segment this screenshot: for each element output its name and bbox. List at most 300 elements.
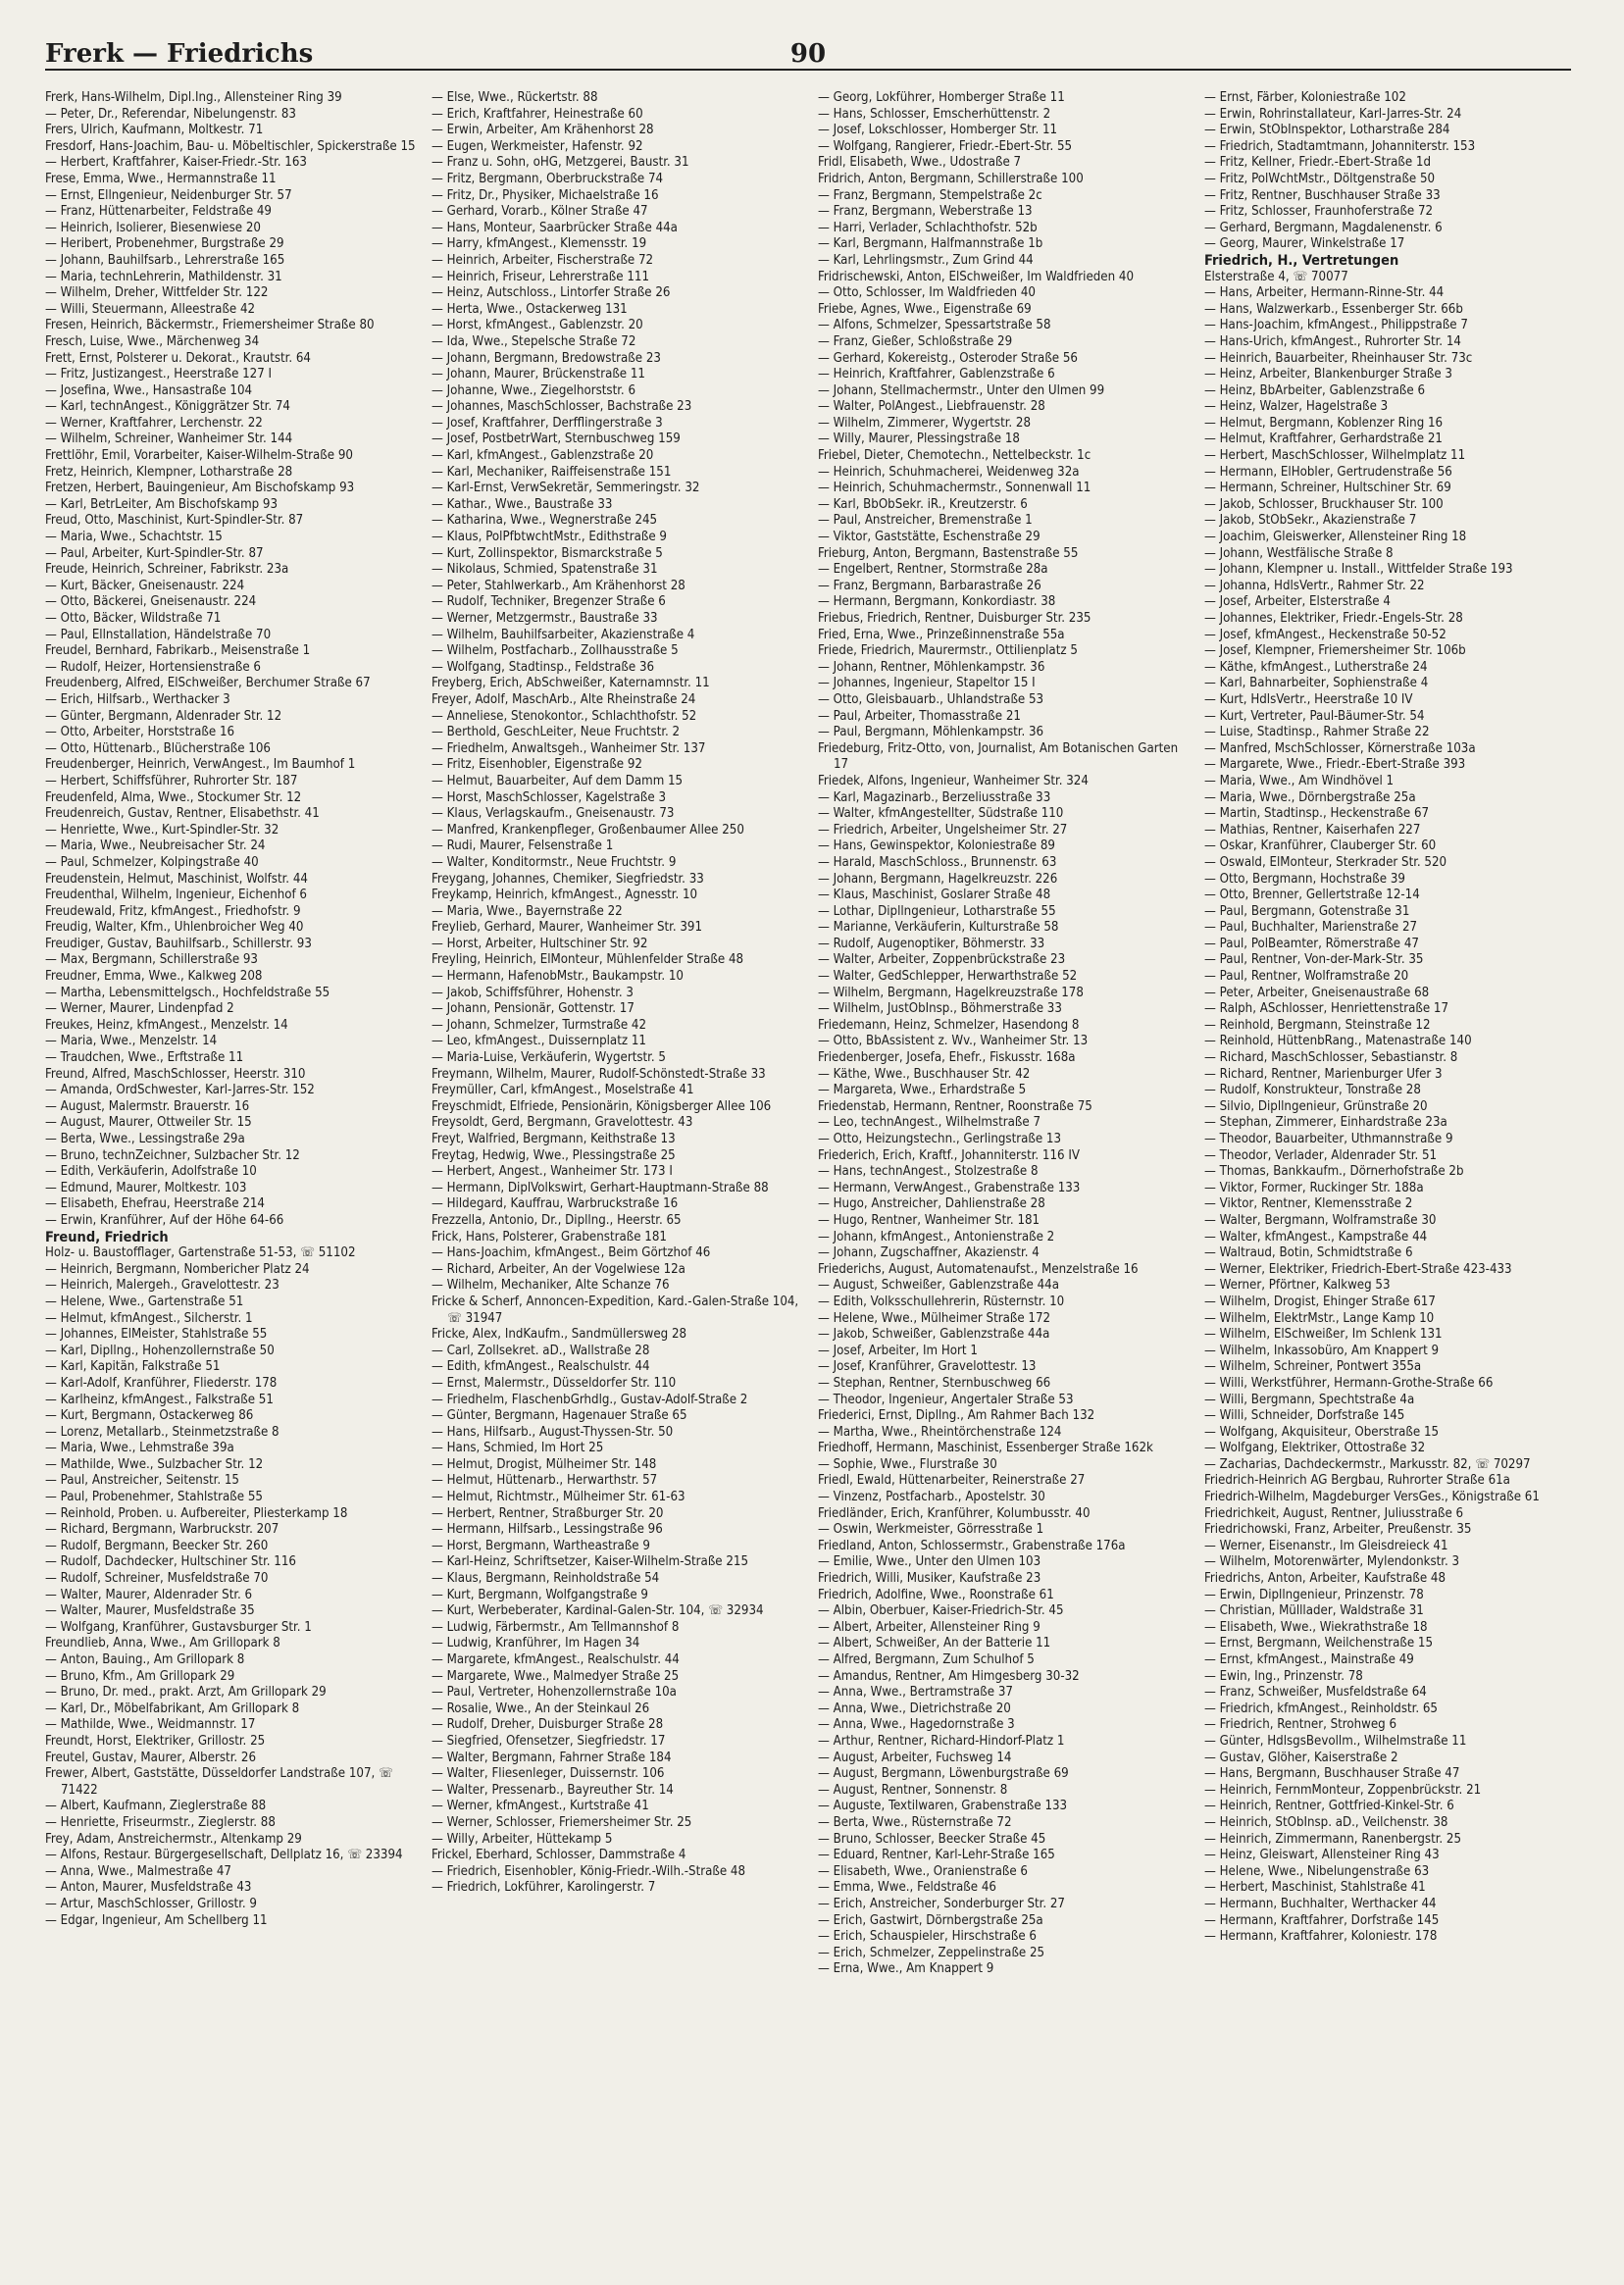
- directory-entry: — Oswin, Werkmeister, Görresstraße 1: [818, 1522, 1044, 1538]
- directory-entry: — Günter, Bergmann, Hagenauer Straße 65: [431, 1408, 687, 1424]
- directory-entry: — Wilhelm, ElSchweißer, Im Schlenk 131: [1204, 1327, 1443, 1343]
- directory-entry: — Josef, Arbeiter, Elsterstraße 4: [1204, 594, 1391, 610]
- directory-entry: — Käthe, Wwe., Buschhauser Str. 42: [818, 1066, 1031, 1082]
- directory-entry: Friedland, Anton, Schlossermstr., Grabenstraße 176a: [818, 1538, 1126, 1553]
- directory-entry: — Helmut, Bauarbeiter, Auf dem Damm 15: [431, 773, 684, 788]
- directory-entry: — Horst, Arbeiter, Hultschiner Str. 92: [431, 936, 648, 951]
- directory-entry: — Karl, Magazinarb., Berzeliusstraße 33: [818, 789, 1051, 805]
- directory-entry: Friedrichkeit, August, Rentner, Juliusstraße 6: [1204, 1505, 1464, 1521]
- directory-entry: — Johannes, Ingenieur, Stapeltor 15 I: [818, 676, 1036, 691]
- directory-entry: Friebel, Dieter, Chemotechn., Nettelbeckstr. 1c: [818, 448, 1091, 464]
- directory-entry: — Rudolf, Schreiner, Musfeldstraße 70: [45, 1571, 269, 1587]
- directory-entry: — Paul, Arbeiter, Thomasstraße 21: [818, 708, 1021, 724]
- directory-entry: — Bruno, Kfm., Am Grillopark 29: [45, 1668, 235, 1684]
- directory-entry: — Fritz, Bergmann, Oberbruckstraße 74: [431, 171, 664, 186]
- directory-entry: — Karl, Bahnarbeiter, Sophienstraße 4: [1204, 676, 1429, 691]
- directory-entry: — Engelbert, Rentner, Stormstraße 28a: [818, 562, 1048, 578]
- directory-entry: — Henriette, Wwe., Kurt-Spindler-Str. 32: [45, 822, 279, 838]
- directory-entry: Fridrischewski, Anton, ElSchweißer, Im Waldfrieden 40: [818, 269, 1134, 284]
- directory-entry: — Walter, Bergmann, Fahrner Straße 184: [431, 1750, 672, 1765]
- directory-entry: Freudig, Walter, Kfm., Uhlenbroicher Weg 40: [45, 920, 304, 936]
- directory-entry: — Wolfgang, Kranführer, Gustavsburger Str. 1: [45, 1619, 312, 1635]
- directory-entry: — Hugo, Rentner, Wanheimer Str. 181: [818, 1212, 1040, 1228]
- directory-entry: — Johann, Stellmachermstr., Unter den Ulmen 99: [818, 382, 1105, 398]
- directory-entry: — Hans, Hilfsarb., August-Thyssen-Str. 50: [431, 1424, 674, 1440]
- directory-entry: — Ludwig, Kranführer, Im Hagen 34: [431, 1636, 640, 1651]
- directory-entry: — Peter, Dr., Referendar, Nibelungenstr. 83: [45, 106, 296, 122]
- directory-entry: — Heinrich, Rentner, Gottfried-Kinkel-Str. 6: [1204, 1799, 1454, 1814]
- directory-entry: — Oswald, ElMonteur, Sterkrader Str. 520: [1204, 854, 1447, 870]
- directory-entry: — Alfons, Restaur. Bürgergesellschaft, Dellplatz 16, ☏ 23394: [45, 1848, 403, 1863]
- directory-entry: — Maria, Wwe., Dörnbergstraße 25a: [1204, 789, 1416, 805]
- directory-entry: — Hans, Gewinspektor, Koloniestraße 89: [818, 838, 1055, 854]
- directory-entry: — Wolfgang, Rangierer, Friedr.-Ebert-Str. 55: [818, 138, 1073, 154]
- directory-entry: — Joachim, Gleiswerker, Allensteiner Ring 18: [1204, 530, 1467, 545]
- page-number: 90: [789, 39, 827, 69]
- directory-entry: — Karlheinz, kfmAngest., Falkstraße 51: [45, 1392, 274, 1407]
- directory-entry: Freudenberger, Heinrich, VerwAngest., Im Baumhof 1: [45, 757, 356, 773]
- directory-entry: Freyschmidt, Elfriede, Pensionärin, Königsberger Allee 106: [431, 1098, 772, 1114]
- directory-entry: — Klaus, Bergmann, Reinholdstraße 54: [431, 1571, 660, 1587]
- directory-entry: — Werner, Schlosser, Friemersheimer Str. 25: [431, 1814, 692, 1830]
- directory-entry: — Karl, Kapitän, Falkstraße 51: [45, 1359, 221, 1375]
- directory-entry: — Hans-Joachim, kfmAngest., Beim Görtzhof 46: [431, 1245, 711, 1261]
- directory-entry: — Willi, Bergmann, Spechtstraße 4a: [1204, 1392, 1415, 1407]
- directory-entry: — Friedrich, kfmAngest., Reinholdstr. 65: [1204, 1701, 1438, 1716]
- directory-entry: — Georg, Maurer, Winkelstraße 17: [1204, 236, 1405, 252]
- directory-entry: Freund, Alfred, MaschSchlosser, Heerstr. 310: [45, 1066, 306, 1082]
- directory-entry: — Karl, Lehrlingsmstr., Zum Grind 44: [818, 252, 1034, 268]
- directory-entry: — Gerhard, Bergmann, Magdalenenstr. 6: [1204, 220, 1443, 235]
- directory-entry: — Karl-Adolf, Kranführer, Fliederstr. 178: [45, 1375, 278, 1391]
- running-title: Frerk — Friedrichs: [45, 39, 314, 69]
- directory-entry: — Traudchen, Wwe., Erftstraße 11: [45, 1050, 244, 1066]
- directory-entry: — Karl-Ernst, VerwSekretär, Semmeringstr. 32: [431, 481, 700, 496]
- directory-entry: — Arthur, Rentner, Richard-Hindorf-Platz 1: [818, 1733, 1065, 1749]
- directory-entry: Frettlöhr, Emil, Vorarbeiter, Kaiser-Wilhelm-Straße 90: [45, 448, 353, 464]
- directory-entry: — Johannes, MaschSchlosser, Bachstraße 23: [431, 399, 692, 415]
- directory-heading: Friedrich, H., Vertretungen: [1204, 252, 1399, 269]
- directory-entry: — Reinhold, HüttenbRang., Matenastraße 140: [1204, 1034, 1472, 1049]
- directory-entry: — Franz, Gießer, Schloßstraße 29: [818, 333, 1013, 349]
- directory-entry: — Maria, Wwe., Am Windhövel 1: [1204, 773, 1395, 788]
- directory-entry: — Bruno, Dr. med., prakt. Arzt, Am Grillopark 29: [45, 1685, 327, 1701]
- directory-entry: — Hermann, HafenobMstr., Baukampstr. 10: [431, 969, 684, 985]
- directory-entry: — Jakob, StObSekr., Akazienstraße 7: [1204, 513, 1417, 529]
- directory-entry: — Hans, Schmied, Im Hort 25: [431, 1441, 604, 1456]
- directory-entry: — Maria, Wwe., Lehmstraße 39a: [45, 1441, 234, 1456]
- directory-entry: — Emilie, Wwe., Unter den Ulmen 103: [818, 1554, 1041, 1570]
- directory-entry: — Peter, Arbeiter, Gneisenaustraße 68: [1204, 985, 1430, 1000]
- directory-entry: — Bruno, Schlosser, Beecker Straße 45: [818, 1831, 1046, 1847]
- directory-entry: Friedländer, Erich, Kranführer, Kolumbusstr. 40: [818, 1505, 1091, 1521]
- directory-entry: — August, Maurer, Ottweiler Str. 15: [45, 1115, 252, 1131]
- directory-entry: — Helmut, Hüttenarb., Herwarthstr. 57: [431, 1473, 658, 1489]
- directory-entry: — Hermann, Buchhalter, Werthacker 44: [1204, 1896, 1437, 1911]
- directory-entry: — Thomas, Bankkaufm., Dörnerhofstraße 2b: [1204, 1164, 1464, 1180]
- directory-entry: — Paul, Rentner, Von-der-Mark-Str. 35: [1204, 952, 1424, 968]
- directory-entry: — Theodor, Ingenieur, Angertaler Straße 53: [818, 1392, 1074, 1407]
- directory-entry: — Friedrich, Stadtamtmann, Johanniterstr. 153: [1204, 138, 1476, 154]
- directory-entry: — Johann, Schmelzer, Turmstraße 42: [431, 1017, 647, 1033]
- directory-entry: — Herbert, Rentner, Straßburger Str. 20: [431, 1505, 664, 1521]
- directory-entry: Fretzen, Herbert, Bauingenieur, Am Bischofskamp 93: [45, 481, 355, 496]
- directory-entry: — Otto, Schlosser, Im Waldfrieden 40: [818, 285, 1036, 301]
- directory-entry: — Josef, PostbetrWart, Sternbuschweg 159: [431, 432, 681, 447]
- directory-entry: — Albert, Arbeiter, Allensteiner Ring 9: [818, 1619, 1040, 1635]
- directory-entry: — Heribert, Probenehmer, Burgstraße 29: [45, 236, 284, 252]
- directory-entry: — Margarete, kfmAngest., Realschulstr. 44: [431, 1652, 680, 1667]
- directory-entry: — Franz, Bergmann, Stempelstraße 2c: [818, 187, 1042, 203]
- directory-entry: Friedl, Ewald, Hüttenarbeiter, Reinerstraße 27: [818, 1473, 1086, 1489]
- directory-entry: — Silvio, Dipllngenieur, Grünstraße 20: [1204, 1098, 1428, 1114]
- directory-entry: — Ernst, kfmAngest., Mainstraße 49: [1204, 1652, 1414, 1667]
- directory-entry: — Zacharias, Dachdeckermstr., Markusstr. 82, ☏ 70297: [1204, 1456, 1531, 1472]
- directory-entry: — Rudi, Maurer, Felsenstraße 1: [431, 838, 614, 854]
- directory-entry: — Kurt, Werbeberater, Kardinal-Galen-Str. 104, ☏ 32934: [431, 1603, 764, 1619]
- directory-entry: — Viktor, Former, Ruckinger Str. 188a: [1204, 1180, 1424, 1195]
- directory-entry: — Wilhelm, Postfacharb., Zollhausstraße 5: [431, 643, 679, 659]
- directory-entry: Friedrichowski, Franz, Arbeiter, Preußenstr. 35: [1204, 1522, 1472, 1538]
- directory-entry: — Josef, Lokschlosser, Homberger Str. 11: [818, 123, 1058, 138]
- directory-entry: — Helene, Wwe., Nibelungenstraße 63: [1204, 1863, 1430, 1879]
- directory-entry: — Carl, Zollsekret. aD., Wallstraße 28: [431, 1343, 650, 1358]
- directory-entry: — Fritz, Eisenhobler, Eigenstraße 92: [431, 757, 642, 773]
- directory-entry: — Karl, Mechaniker, Raiffeisenstraße 151: [431, 464, 672, 480]
- directory-entry: — Johanne, Wwe., Ziegelhorststr. 6: [431, 382, 636, 398]
- directory-entry: Friedenstab, Hermann, Rentner, Roonstraße 75: [818, 1098, 1092, 1114]
- directory-entry: — Friedrich, Lokführer, Karolingerstr. 7: [431, 1880, 656, 1896]
- directory-entry: — Ludwig, Färbermstr., Am Tellmannshof 8: [431, 1619, 680, 1635]
- directory-entry: Frick, Hans, Polsterer, Grabenstraße 181: [431, 1229, 667, 1244]
- directory-entry: Freudiger, Gustav, Bauhilfsarb., Schillerstr. 93: [45, 936, 312, 951]
- directory-entry: — Ernst, Färber, Koloniestraße 102: [1204, 90, 1406, 105]
- directory-entry: — Rosalie, Wwe., An der Steinkaul 26: [431, 1701, 650, 1716]
- directory-entry: — Maria, Wwe., Menzelstr. 14: [45, 1034, 218, 1049]
- directory-entry: — Berthold, GeschLeiter, Neue Fruchtstr. 2: [431, 725, 681, 740]
- directory-entry: — Paul, PolBeamter, Römerstraße 47: [1204, 936, 1419, 951]
- directory-entry: — Wolfgang, Stadtinsp., Feldstraße 36: [431, 659, 655, 675]
- directory-entry: — Josef, Klempner, Friemersheimer Str. 106b: [1204, 643, 1466, 659]
- directory-entry: Freymann, Wilhelm, Maurer, Rudolf-Schönstedt-Straße 33: [431, 1066, 766, 1082]
- directory-entry: — Else, Wwe., Rückertstr. 88: [431, 90, 598, 105]
- directory-entry: — Johann, kfmAngest., Antonienstraße 2: [818, 1229, 1055, 1244]
- directory-entry: Freudner, Emma, Wwe., Kalkweg 208: [45, 969, 263, 985]
- directory-entry: — Otto, Bäcker, Wildstraße 71: [45, 611, 222, 626]
- directory-entry: — Wilhelm, Mechaniker, Alte Schanze 76: [431, 1278, 670, 1294]
- directory-entry: — Hermann, Kraftfahrer, Dorfstraße 145: [1204, 1912, 1440, 1928]
- directory-entry: — Leo, kfmAngest., Duissernplatz 11: [431, 1034, 646, 1049]
- directory-entry: Friedrichs, Anton, Arbeiter, Kaufstraße 48: [1204, 1571, 1446, 1587]
- directory-entry: Freyling, Heinrich, ElMonteur, Mühlenfelder Straße 48: [431, 952, 744, 968]
- page-header: [45, 39, 1571, 71]
- directory-entry: — Johann, Bergmann, Hagelkreuzstr. 226: [818, 871, 1058, 887]
- directory-entry: — Hermann, ElHobler, Gertrudenstraße 56: [1204, 464, 1452, 480]
- directory-entry: — Edgar, Ingenieur, Am Schellberg 11: [45, 1912, 268, 1928]
- directory-entry: — Friedhelm, Anwaltsgeh., Wanheimer Str. 137: [431, 740, 706, 756]
- directory-entry: — Otto, Heizungstechn., Gerlingstraße 13: [818, 1132, 1062, 1146]
- directory-entry: — Ernst, Malermstr., Düsseldorfer Str. 110: [431, 1375, 677, 1391]
- directory-entry: — Wilhelm, Schreiner, Wanheimer Str. 144: [45, 432, 293, 447]
- directory-entry: — Wilhelm, Drogist, Ehinger Straße 617: [1204, 1294, 1436, 1309]
- directory-entry: — Paul, Bergmann, Möhlenkampstr. 36: [818, 725, 1044, 740]
- directory-entry: Fretz, Heinrich, Klempner, Lotharstraße 28: [45, 464, 293, 480]
- directory-entry: Friedemann, Heinz, Schmelzer, Hasendong 8: [818, 1017, 1080, 1033]
- directory-entry: — Katharina, Wwe., Wegnerstraße 245: [431, 513, 658, 529]
- directory-entry: — Willy, Arbeiter, Hüttekamp 5: [431, 1831, 613, 1847]
- directory-entry: — Anna, Wwe., Malmestraße 47: [45, 1863, 231, 1879]
- directory-entry: — Franz, Schweißer, Musfeldstraße 64: [1204, 1685, 1427, 1701]
- directory-entry: — August, Bergmann, Löwenburgstraße 69: [818, 1766, 1069, 1782]
- directory-entry: — Theodor, Verlader, Aldenrader Str. 51: [1204, 1147, 1438, 1163]
- directory-entry: — Theodor, Bauarbeiter, Uthmannstraße 9: [1204, 1132, 1453, 1146]
- directory-entry: — Amanda, OrdSchwester, Karl-Jarres-Str. 152: [45, 1083, 315, 1098]
- directory-entry: — Reinhold, Proben. u. Aufbereiter, Pliesterkamp 18: [45, 1505, 348, 1521]
- directory-entry: — Amandus, Rentner, Am Himgesberg 30-32: [818, 1668, 1080, 1684]
- directory-entry: — Johannes, ElMeister, Stahlstraße 55: [45, 1327, 268, 1343]
- directory-entry: — Johann, Pensionär, Gottenstr. 17: [431, 1001, 634, 1017]
- directory-entry: — Karl, BbObSekr. iR., Kreutzerstr. 6: [818, 496, 1028, 512]
- directory-entry: — Paul, Anstreicher, Bremenstraße 1: [818, 513, 1033, 529]
- directory-entry: — Lothar, Dipllngenieur, Lotharstraße 55: [818, 903, 1056, 919]
- directory-entry: Fresdorf, Hans-Joachim, Bau- u. Möbeltischler, Spickerstraße 15: [45, 138, 416, 154]
- directory-entry: — Erwin, Kranführer, Auf der Höhe 64-66: [45, 1212, 284, 1228]
- directory-entry: Freundt, Horst, Elektriker, Grillostr. 25: [45, 1733, 266, 1749]
- directory-entry: — Heinz, Walzer, Hagelstraße 3: [1204, 399, 1389, 415]
- directory-entry: — Herta, Wwe., Ostackerweg 131: [431, 301, 628, 317]
- directory-entry: — Paul, Probenehmer, Stahlstraße 55: [45, 1490, 263, 1505]
- directory-entry: — Franz u. Sohn, oHG, Metzgerei, Baustr. 31: [431, 155, 689, 171]
- directory-entry: — Werner, Eisenanstr., Im Gleisdreieck 41: [1204, 1538, 1448, 1553]
- directory-columns: [45, 90, 1571, 2267]
- directory-entry: — Wilhelm, Zimmerer, Wygertstr. 28: [818, 415, 1032, 431]
- directory-entry: — Walter, kfmAngestellter, Südstraße 110: [818, 806, 1064, 822]
- directory-entry: Frey, Adam, Anstreichermstr., Altenkamp 29: [45, 1831, 302, 1847]
- directory-entry: — Friedrich, Arbeiter, Ungelsheimer Str. 27: [818, 822, 1068, 838]
- directory-entry: — Ewin, Ing., Prinzenstr. 78: [1204, 1668, 1363, 1684]
- directory-entry: Freudenthal, Wilhelm, Ingenieur, Eichenhof 6: [45, 888, 307, 903]
- directory-entry: — Willi, Schneider, Dorfstraße 145: [1204, 1408, 1405, 1424]
- directory-entry: Friedrich-Wilhelm, Magdeburger VersGes., Königstraße 61: [1204, 1490, 1540, 1505]
- directory-entry: — Hans, Schlosser, Emscherhüttenstr. 2: [818, 106, 1051, 122]
- directory-entry: Friede, Friedrich, Maurermstr., Ottilienplatz 5: [818, 643, 1078, 659]
- directory-entry: — Manfred, Krankenpfleger, Großenbaumer Allee 250: [431, 822, 744, 838]
- directory-entry: — Fritz, Justizangest., Heerstraße 127 I: [45, 367, 273, 382]
- directory-entry: — Karl, Bergmann, Halfmannstraße 1b: [818, 236, 1043, 252]
- directory-entry: Freylieb, Gerhard, Maurer, Wanheimer Str. 391: [431, 920, 703, 936]
- directory-entry: — Hildegard, Kauffrau, Warbruckstraße 16: [431, 1196, 679, 1212]
- directory-entry: — Margareta, Wwe., Erhardstraße 5: [818, 1083, 1027, 1098]
- directory-entry: — Johannes, Elektriker, Friedr.-Engels-Str. 28: [1204, 611, 1463, 626]
- directory-entry: Friedrich, Adolfine, Wwe., Roonstraße 61: [818, 1587, 1054, 1602]
- directory-entry: — Wilhelm, Bauhilfsarbeiter, Akazienstraße 4: [431, 627, 695, 642]
- directory-entry: Frerk, Hans-Wilhelm, Dipl.Ing., Allensteiner Ring 39: [45, 90, 342, 105]
- directory-entry: — Hermann, Kraftfahrer, Koloniestr. 178: [1204, 1929, 1438, 1945]
- directory-entry: Freudenfeld, Alma, Wwe., Stockumer Str. 12: [45, 789, 302, 805]
- directory-entry: Frett, Ernst, Polsterer u. Dekorat., Krautstr. 64: [45, 350, 311, 366]
- directory-entry: — Willy, Maurer, Plessingstraße 18: [818, 432, 1020, 447]
- directory-entry: — Werner, Elektriker, Friedrich-Ebert-Straße 423-433: [1204, 1261, 1512, 1277]
- directory-entry: — Fritz, Dr., Physiker, Michaelstraße 16: [431, 187, 659, 203]
- directory-entry: — Stephan, Rentner, Sternbuschweg 66: [818, 1375, 1051, 1391]
- directory-entry: — Wilhelm, Dreher, Wittfelder Str. 122: [45, 285, 269, 301]
- directory-entry: — Albin, Oberbuer, Kaiser-Friedrich-Str. 45: [818, 1603, 1064, 1619]
- directory-entry: — Kurt, Vertreter, Paul-Bäumer-Str. 54: [1204, 708, 1425, 724]
- column-1: [45, 90, 416, 2267]
- directory-entry: Freudenberg, Alfred, ElSchweißer, Berchumer Straße 67: [45, 676, 371, 691]
- directory-entry: — Horst, Bergmann, Wartheastraße 9: [431, 1538, 650, 1553]
- directory-entry: — Karl, BetrLeiter, Am Bischofskamp 93: [45, 496, 279, 512]
- directory-entry: — Helene, Wwe., Mülheimer Straße 172: [818, 1310, 1051, 1326]
- directory-entry: — Johann, Rentner, Möhlenkampstr. 36: [818, 659, 1045, 675]
- directory-entry: — Heinz, Arbeiter, Blankenburger Straße 3: [1204, 367, 1452, 382]
- directory-entry: — Friedhelm, FlaschenbGrhdlg., Gustav-Adolf-Straße 2: [431, 1392, 748, 1407]
- directory-entry: — Kurt, HdlsVertr., Heerstraße 10 IV: [1204, 691, 1413, 707]
- directory-entry: — Heinrich, Isolierer, Biesenwiese 20: [45, 220, 261, 235]
- directory-entry: — Johann, Klempner u. Install., Wittfelder Straße 193: [1204, 562, 1513, 578]
- directory-entry: Fridrich, Anton, Bergmann, Schillerstraße 100: [818, 171, 1084, 186]
- directory-entry: — Klaus, PolPfbtwchtMstr., Edithstraße 9: [431, 530, 667, 545]
- directory-entry: — Willi, Steuermann, Alleestraße 42: [45, 301, 256, 317]
- directory-entry: — Josef, Arbeiter, Im Hort 1: [818, 1343, 978, 1358]
- directory-entry: — Rudolf, Heizer, Hortensienstraße 6: [45, 659, 261, 675]
- directory-entry: — Fritz, Rentner, Buschhauser Straße 33: [1204, 187, 1441, 203]
- directory-entry: — Ernst, Bergmann, Weilchenstraße 15: [1204, 1636, 1434, 1651]
- directory-entry: — Paul, Schmelzer, Kolpingstraße 40: [45, 854, 259, 870]
- directory-entry: — Walter, Arbeiter, Zoppenbrückstraße 23: [818, 952, 1066, 968]
- directory-entry: — Heinrich, Schuhmachermstr., Sonnenwall 11: [818, 481, 1091, 496]
- directory-entry: — Hans, technAngest., Stolzestraße 8: [818, 1164, 1039, 1180]
- directory-entry: — Walter, Bergmann, Wolframstraße 30: [1204, 1212, 1437, 1228]
- directory-entry: — Mathilde, Wwe., Weidmannstr. 17: [45, 1717, 256, 1733]
- directory-entry: — Anneliese, Stenokontor., Schlachthofstr. 52: [431, 708, 697, 724]
- directory-entry: — Mathilde, Wwe., Sulzbacher Str. 12: [45, 1456, 264, 1472]
- directory-entry: — Karl-Heinz, Schriftsetzer, Kaiser-Wilhelm-Straße 215: [431, 1554, 749, 1570]
- directory-entry: — Ida, Wwe., Stepelsche Straße 72: [431, 333, 636, 349]
- directory-entry: — Peter, Stahlwerkarb., Am Krähenhorst 28: [431, 578, 685, 593]
- directory-entry: — Heinrich, Bauarbeiter, Rheinhauser Str. 73c: [1204, 350, 1473, 366]
- column-3: [818, 90, 1189, 2267]
- directory-entry: — Willi, Werkstführer, Hermann-Grothe-Straße 66: [1204, 1375, 1494, 1391]
- directory-entry: — Eugen, Werkmeister, Hafenstr. 92: [431, 138, 643, 154]
- directory-entry: — Wilhelm, JustObInsp., Böhmerstraße 33: [818, 1001, 1062, 1017]
- directory-entry: — Fritz, Kellner, Friedr.-Ebert-Straße 1d: [1204, 155, 1432, 171]
- directory-entry: — Erich, Hilfsarb., Werthacker 3: [45, 691, 230, 707]
- directory-entry: — Martha, Wwe., Rheintörchenstraße 124: [818, 1424, 1062, 1440]
- directory-entry: — Rudolf, Techniker, Bregenzer Straße 6: [431, 594, 666, 610]
- directory-entry: — Walter, Maurer, Aldenrader Str. 6: [45, 1587, 253, 1602]
- directory-entry: — Walter, Pressenarb., Bayreuther Str. 14: [431, 1782, 674, 1798]
- directory-entry: — Gerhard, Vorarb., Kölner Straße 47: [431, 204, 648, 220]
- directory-entry: Holz- u. Baustofflager, Gartenstraße 51-53, ☏ 51102: [45, 1245, 356, 1261]
- directory-entry: — Hans, Arbeiter, Hermann-Rinne-Str. 44: [1204, 285, 1445, 301]
- directory-entry: — Johanna, HdlsVertr., Rahmer Str. 22: [1204, 578, 1425, 593]
- directory-entry: — Josef, kfmAngest., Heckenstraße 50-52: [1204, 627, 1446, 642]
- directory-entry: — Walter, Konditormstr., Neue Fruchtstr. 9: [431, 854, 677, 870]
- directory-entry: — Erich, Gastwirt, Dörnbergstraße 25a: [818, 1912, 1043, 1928]
- directory-entry: — Hans-Urich, kfmAngest., Ruhrorter Str. 14: [1204, 333, 1461, 349]
- directory-entry: — Heinrich, FernmMonteur, Zoppenbrückstr. 21: [1204, 1782, 1482, 1798]
- directory-entry: — Ralph, ASchlosser, Henriettenstraße 17: [1204, 1001, 1449, 1017]
- directory-entry: — Franz, Bergmann, Weberstraße 13: [818, 204, 1033, 220]
- directory-entry: Friederici, Ernst, Dipllng., Am Rahmer Bach 132: [818, 1408, 1095, 1424]
- directory-entry: — Johann, Maurer, Brückenstraße 11: [431, 367, 645, 382]
- directory-entry: — Heinrich, Arbeiter, Fischerstraße 72: [431, 252, 654, 268]
- directory-entry: — Siegfried, Ofensetzer, Siegfriedstr. 17: [431, 1733, 666, 1749]
- directory-entry: — Harri, Verlader, Schlachthofstr. 52b: [818, 220, 1038, 235]
- directory-entry: — Paul, Arbeiter, Kurt-Spindler-Str. 87: [45, 545, 264, 561]
- directory-entry: Freyt, Walfried, Bergmann, Keithstraße 13: [431, 1132, 676, 1146]
- directory-entry: — Heinrich, Bergmann, Nombericher Platz 24: [45, 1261, 310, 1277]
- directory-entry: — Heinrich, Zimmermann, Ranenbergstr. 25: [1204, 1831, 1462, 1847]
- directory-entry: Friedeburg, Fritz-Otto, von, Journalist, Am Botanischen Garten 17: [818, 740, 1179, 773]
- directory-entry: — Rudolf, Dreher, Duisburger Straße 28: [431, 1717, 664, 1733]
- directory-entry: — Helene, Wwe., Gartenstraße 51: [45, 1294, 244, 1309]
- directory-entry: — Walter, GedSchlepper, Herwarthstraße 52: [818, 969, 1078, 985]
- directory-entry: — Fritz, PolWchtMstr., Döltgenstraße 50: [1204, 171, 1436, 186]
- directory-entry: — Hermann, Hilfsarb., Lessingstraße 96: [431, 1522, 663, 1538]
- directory-entry: — Kurt, Bäcker, Gneisenaustr. 224: [45, 578, 245, 593]
- directory-entry: — Hugo, Anstreicher, Dahlienstraße 28: [818, 1196, 1045, 1212]
- directory-entry: — Hans, Monteur, Saarbrücker Straße 44a: [431, 220, 678, 235]
- directory-entry: Friedek, Alfons, Ingenieur, Wanheimer Str. 324: [818, 773, 1089, 788]
- directory-entry: Freudenstein, Helmut, Maschinist, Wolfstr. 44: [45, 871, 308, 887]
- directory-entry: — Gerhard, Kokereistg., Osteroder Straße 56: [818, 350, 1078, 366]
- directory-entry: — Maria, Wwe., Bayernstraße 22: [431, 903, 623, 919]
- directory-entry: — Elisabeth, Wwe., Wiekrathstraße 18: [1204, 1619, 1428, 1635]
- directory-entry: — Henriette, Friseurmstr., Zieglerstr. 88: [45, 1814, 276, 1830]
- directory-entry: — Herbert, MaschSchlosser, Wilhelmplatz 11: [1204, 448, 1466, 464]
- directory-entry: — Hans-Joachim, kfmAngest., Philippstraße 7: [1204, 318, 1468, 333]
- directory-entry: — Wolfgang, Akquisiteur, Oberstraße 15: [1204, 1424, 1440, 1440]
- directory-entry: — Werner, Pförtner, Kalkweg 53: [1204, 1278, 1391, 1294]
- directory-entry: Freude, Heinrich, Schreiner, Fabrikstr. 23a: [45, 562, 289, 578]
- directory-entry: — Reinhold, Bergmann, Steinstraße 12: [1204, 1017, 1431, 1033]
- directory-entry: — Martha, Lebensmittelgsch., Hochfeldstraße 55: [45, 985, 330, 1000]
- directory-entry: — Hermann, VerwAngest., Grabenstraße 133: [818, 1180, 1081, 1195]
- directory-entry: — Anna, Wwe., Bertramstraße 37: [818, 1685, 1013, 1701]
- directory-entry: Frewer, Albert, Gaststätte, Düsseldorfer Landstraße 107, ☏ 71422: [45, 1766, 393, 1798]
- directory-entry: — Paul, Bergmann, Gotenstraße 31: [1204, 903, 1410, 919]
- directory-entry: — Erich, Anstreicher, Sonderburger Str. 27: [818, 1896, 1065, 1911]
- directory-entry: — Wilhelm, Bergmann, Hagelkreuzstraße 178: [818, 985, 1084, 1000]
- directory-entry: — Richard, MaschSchlosser, Sebastianstr. 8: [1204, 1050, 1458, 1066]
- directory-entry: — Walter, PolAngest., Liebfrauenstr. 28: [818, 399, 1045, 415]
- directory-entry: — Berta, Wwe., Lessingstraße 29a: [45, 1132, 245, 1146]
- directory-entry: — Richard, Arbeiter, An der Vogelwiese 12a: [431, 1261, 685, 1277]
- directory-entry: — Helmut, Bergmann, Koblenzer Ring 16: [1204, 415, 1444, 431]
- directory-entry: — Ernst, Ellngenieur, Neidenburger Str. 57: [45, 187, 292, 203]
- directory-entry: — Wilhelm, Motorenwärter, Mylendonkstr. 3: [1204, 1554, 1460, 1570]
- directory-entry: — Heinz, Autschloss., Lintorfer Straße 26: [431, 285, 671, 301]
- directory-entry: — Herbert, Kraftfahrer, Kaiser-Friedr.-Str. 163: [45, 155, 307, 171]
- directory-entry: — Heinrich, Schuhmacherei, Weidenweg 32a: [818, 464, 1080, 480]
- directory-entry: — Werner, Metzgermstr., Baustraße 33: [431, 611, 658, 626]
- directory-entry: — Erna, Wwe., Am Knappert 9: [818, 1961, 994, 1977]
- directory-entry: — Viktor, Gaststätte, Eschenstraße 29: [818, 530, 1040, 545]
- directory-entry: — Erwin, Rohrinstallateur, Karl-Jarres-Str. 24: [1204, 106, 1462, 122]
- directory-entry: — Otto, Arbeiter, Horststraße 16: [45, 725, 235, 740]
- directory-entry: — Paul, Rentner, Wolframstraße 20: [1204, 969, 1409, 985]
- directory-entry: — August, Malermstr. Brauerstr. 16: [45, 1098, 250, 1114]
- directory-entry: — Josef, Kranführer, Gravelottestr. 13: [818, 1359, 1037, 1375]
- directory-entry: Freudel, Bernhard, Fabrikarb., Meisenstraße 1: [45, 643, 311, 659]
- directory-entry: Freutel, Gustav, Maurer, Alberstr. 26: [45, 1750, 256, 1765]
- directory-entry: — Sophie, Wwe., Flurstraße 30: [818, 1456, 997, 1472]
- directory-entry: — Elisabeth, Ehefrau, Heerstraße 214: [45, 1196, 265, 1212]
- directory-entry: Friedrich-Heinrich AG Bergbau, Ruhrorter Straße 61a: [1204, 1473, 1510, 1489]
- directory-entry: — Albert, Schweißer, An der Batterie 11: [818, 1636, 1051, 1651]
